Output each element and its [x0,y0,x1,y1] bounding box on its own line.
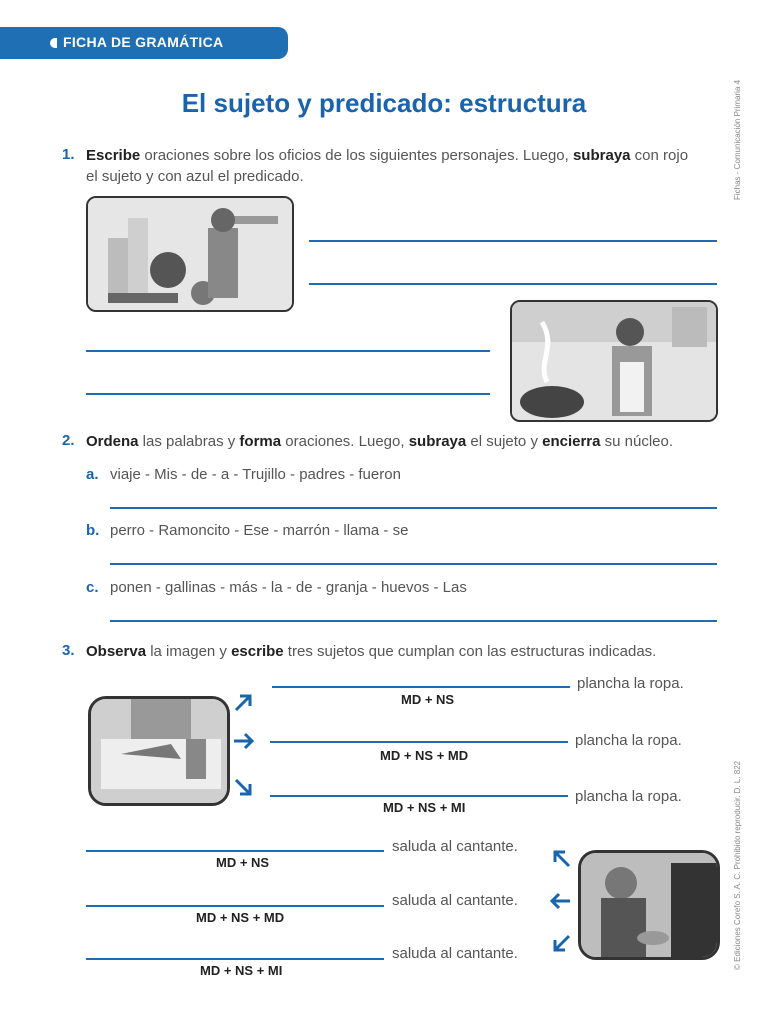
handshake-photo [578,850,720,960]
cook-illustration [510,300,718,422]
answer-line[interactable] [110,620,717,622]
item-letter: c. [86,579,99,596]
predicate-text: plancha la ropa. [575,732,682,749]
arrow-up-left-icon [549,846,573,870]
exercise-3-instruction: Observa la imagen y escribe tres sujetos que cumplan con las estructuras indicadas. [86,643,657,660]
ironing-photo [88,696,230,806]
structure-label: MD + NS + MD [380,748,469,763]
item-letter: b. [86,522,100,539]
answer-line[interactable] [86,850,384,852]
side-caption-top: Fichas - Comunicación Primaria 4 [733,79,742,200]
arrow-left-icon [548,889,572,913]
answer-line[interactable] [86,905,384,907]
predicate-text: plancha la ropa. [577,675,684,692]
answer-line[interactable] [86,393,490,395]
predicate-text: saluda al cantante. [392,945,518,962]
structure-label: MD + NS + MI [383,800,466,815]
page-title: El sujeto y predicado: estructura [181,88,587,118]
answer-line[interactable] [272,686,570,688]
answer-line[interactable] [86,350,490,352]
word-list: ponen - gallinas - más - la - de - granja - huevos - Las [110,579,467,596]
mechanic-illustration [86,196,294,312]
structure-label: MD + NS [216,855,270,870]
answer-line[interactable] [110,563,717,565]
exercise-2-instruction: Ordena las palabras y forma oraciones. Luego, subraya el sujeto y encierra su núcleo. [86,433,674,450]
tab-bullet-icon [50,38,57,48]
answer-line[interactable] [309,240,717,242]
structure-label: MD + NS + MI [200,963,283,978]
answer-line[interactable] [270,741,568,743]
word-list: perro - Ramoncito - Ese - marrón - llama - se [110,522,409,539]
exercise-1-number: 1. [62,146,75,163]
exercise-1-instruction: Escribe oraciones sobre los oficios de los siguientes personajes. Luego, subraya con rojo el sujeto y con azul el predicado. [86,147,689,185]
structure-label: MD + NS [401,692,455,707]
structure-label: MD + NS + MD [196,910,285,925]
answer-line[interactable] [86,958,384,960]
section-tab-label: FICHA DE GRAMÁTICA [50,34,223,50]
answer-line[interactable] [270,795,568,797]
arrow-down-right-icon [232,776,256,800]
arrow-down-left-icon [549,932,573,956]
answer-line[interactable] [110,507,717,509]
side-caption-bottom: © Ediciones Corefo S. A. C. Prohibido reproducir. D. L. 822 [733,760,742,970]
item-letter: a. [86,466,99,483]
arrow-up-right-icon [232,690,256,714]
predicate-text: plancha la ropa. [575,788,682,805]
exercise-3-number: 3. [62,642,75,659]
word-list: viaje - Mis - de - a - Trujillo - padres - fueron [110,466,401,483]
exercise-2-number: 2. [62,432,75,449]
arrow-right-icon [232,729,256,753]
predicate-text: saluda al cantante. [392,892,518,909]
predicate-text: saluda al cantante. [392,838,518,855]
answer-line[interactable] [309,283,717,285]
